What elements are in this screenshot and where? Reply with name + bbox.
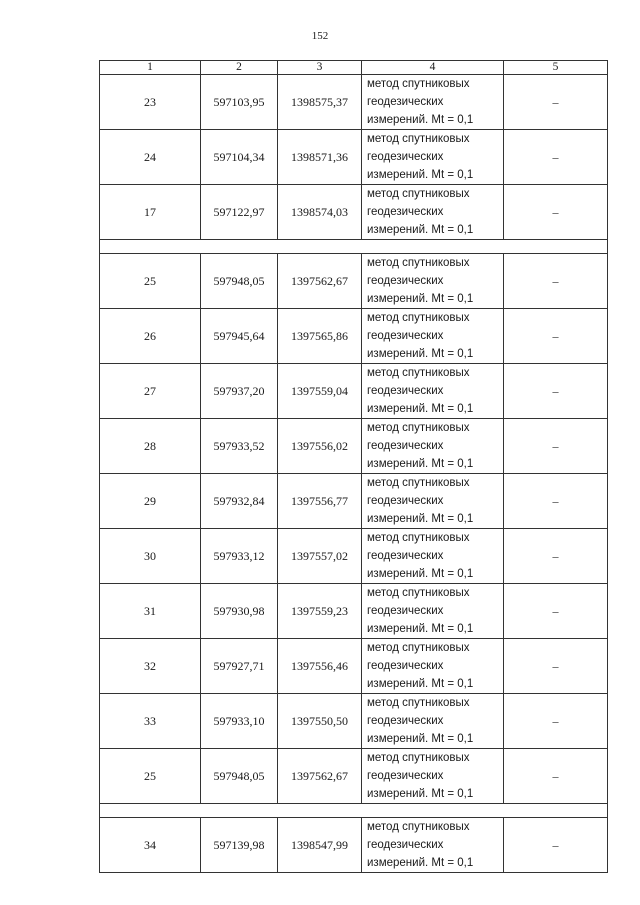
table-row — [100, 749, 608, 804]
x-coordinate-cell: 597103,95 — [201, 75, 278, 130]
note-cell: – — [504, 694, 608, 749]
method-line: метод спутниковых — [367, 133, 470, 145]
method-line: измерений. Mt = 0,1 — [367, 623, 474, 635]
y-coordinate-cell: 1397565,86 — [278, 309, 362, 364]
x-coordinate-cell: 597937,20 — [201, 364, 278, 419]
method-line: геодезических — [367, 206, 444, 218]
method-line: метод спутниковых — [367, 312, 470, 324]
point-number-cell: 33 — [100, 694, 201, 749]
group-separator-cell — [100, 804, 608, 818]
table-body — [100, 61, 608, 873]
point-number-cell: 31 — [100, 584, 201, 639]
method-line: измерений. Mt = 0,1 — [367, 114, 474, 126]
group-separator-cell — [100, 240, 608, 254]
point-number-cell: 27 — [100, 364, 201, 419]
y-coordinate-cell: 1397562,67 — [278, 749, 362, 804]
point-number-cell: 24 — [100, 130, 201, 185]
method-line: измерений. Mt = 0,1 — [367, 348, 474, 360]
x-coordinate-cell: 597933,10 — [201, 694, 278, 749]
x-coordinate-cell: 597104,34 — [201, 130, 278, 185]
table-row — [100, 309, 608, 364]
y-coordinate-cell: 1398547,99 — [278, 818, 362, 873]
point-number-cell: 26 — [100, 309, 201, 364]
method-cell — [362, 254, 504, 309]
method-cell — [362, 185, 504, 240]
method-cell — [362, 309, 504, 364]
method-line: измерений. Mt = 0,1 — [367, 293, 474, 305]
header-cell: 2 — [201, 61, 278, 75]
x-coordinate-cell: 597927,71 — [201, 639, 278, 694]
x-coordinate-cell: 597122,97 — [201, 185, 278, 240]
point-number-cell: 34 — [100, 818, 201, 873]
method-line: метод спутниковых — [367, 587, 470, 599]
method-line: метод спутниковых — [367, 477, 470, 489]
note-cell: – — [504, 130, 608, 185]
note-cell: – — [504, 254, 608, 309]
table-row — [100, 364, 608, 419]
note-cell: – — [504, 584, 608, 639]
x-coordinate-cell: 597933,52 — [201, 419, 278, 474]
point-number-cell: 29 — [100, 474, 201, 529]
y-coordinate-cell: 1398571,36 — [278, 130, 362, 185]
y-coordinate-cell: 1397556,46 — [278, 639, 362, 694]
method-line: измерений. Mt = 0,1 — [367, 678, 474, 690]
point-number-cell: 25 — [100, 749, 201, 804]
method-cell — [362, 639, 504, 694]
group-separator-row — [100, 240, 608, 254]
x-coordinate-cell: 597948,05 — [201, 254, 278, 309]
method-line: геодезических — [367, 605, 444, 617]
table-row — [100, 639, 608, 694]
method-cell — [362, 474, 504, 529]
y-coordinate-cell: 1398574,03 — [278, 185, 362, 240]
header-cell: 4 — [362, 61, 504, 75]
point-number-cell: 25 — [100, 254, 201, 309]
note-cell: – — [504, 185, 608, 240]
method-line: метод спутниковых — [367, 821, 470, 833]
note-cell: – — [504, 474, 608, 529]
method-line: геодезических — [367, 660, 444, 672]
header-cell: 3 — [278, 61, 362, 75]
method-cell — [362, 818, 504, 873]
method-line: измерений. Mt = 0,1 — [367, 857, 474, 869]
note-cell: – — [504, 419, 608, 474]
header-row — [100, 61, 608, 75]
method-line: метод спутниковых — [367, 752, 470, 764]
note-cell: – — [504, 818, 608, 873]
method-line: измерений. Mt = 0,1 — [367, 788, 474, 800]
method-line: метод спутниковых — [367, 642, 470, 654]
method-line: измерений. Mt = 0,1 — [367, 403, 474, 415]
point-number-cell: 17 — [100, 185, 201, 240]
method-line: метод спутниковых — [367, 697, 470, 709]
x-coordinate-cell: 597930,98 — [201, 584, 278, 639]
method-cell — [362, 749, 504, 804]
point-number-cell: 30 — [100, 529, 201, 584]
point-number-cell: 23 — [100, 75, 201, 130]
method-line: метод спутниковых — [367, 188, 470, 200]
y-coordinate-cell: 1397556,02 — [278, 419, 362, 474]
table-row — [100, 818, 608, 873]
method-line: измерений. Mt = 0,1 — [367, 169, 474, 181]
group-separator-row — [100, 804, 608, 818]
table-row — [100, 419, 608, 474]
header-cell: 5 — [504, 61, 608, 75]
table-row — [100, 185, 608, 240]
y-coordinate-cell: 1397550,50 — [278, 694, 362, 749]
method-cell — [362, 529, 504, 584]
x-coordinate-cell: 597933,12 — [201, 529, 278, 584]
point-number-cell: 28 — [100, 419, 201, 474]
x-coordinate-cell: 597932,84 — [201, 474, 278, 529]
note-cell: – — [504, 529, 608, 584]
y-coordinate-cell: 1397559,04 — [278, 364, 362, 419]
table-row — [100, 75, 608, 130]
method-line: метод спутниковых — [367, 78, 470, 90]
table-row — [100, 474, 608, 529]
method-line: геодезических — [367, 96, 444, 108]
method-line: геодезических — [367, 330, 444, 342]
y-coordinate-cell: 1397559,23 — [278, 584, 362, 639]
note-cell: – — [504, 749, 608, 804]
method-cell — [362, 130, 504, 185]
x-coordinate-cell: 597139,98 — [201, 818, 278, 873]
method-line: метод спутниковых — [367, 532, 470, 544]
method-line: геодезических — [367, 839, 444, 851]
method-line: геодезических — [367, 151, 444, 163]
method-line: геодезических — [367, 385, 444, 397]
method-line: геодезических — [367, 495, 444, 507]
x-coordinate-cell: 597945,64 — [201, 309, 278, 364]
method-line: измерений. Mt = 0,1 — [367, 568, 474, 580]
table-row — [100, 254, 608, 309]
method-line: измерений. Mt = 0,1 — [367, 458, 474, 470]
coordinates-table — [99, 60, 608, 873]
y-coordinate-cell: 1397556,77 — [278, 474, 362, 529]
method-line: геодезических — [367, 550, 444, 562]
method-line: геодезических — [367, 275, 444, 287]
note-cell: – — [504, 309, 608, 364]
method-line: метод спутниковых — [367, 367, 470, 379]
note-cell: – — [504, 75, 608, 130]
method-line: геодезических — [367, 715, 444, 727]
method-line: измерений. Mt = 0,1 — [367, 733, 474, 745]
method-line: метод спутниковых — [367, 257, 470, 269]
method-cell — [362, 419, 504, 474]
point-number-cell: 32 — [100, 639, 201, 694]
y-coordinate-cell: 1398575,37 — [278, 75, 362, 130]
method-line: измерений. Mt = 0,1 — [367, 224, 474, 236]
method-line: метод спутниковых — [367, 422, 470, 434]
x-coordinate-cell: 597948,05 — [201, 749, 278, 804]
page-number: 152 — [311, 30, 329, 42]
table-row — [100, 130, 608, 185]
y-coordinate-cell: 1397557,02 — [278, 529, 362, 584]
method-cell — [362, 584, 504, 639]
method-cell — [362, 75, 504, 130]
table-row — [100, 584, 608, 639]
method-line: измерений. Mt = 0,1 — [367, 513, 474, 525]
method-cell — [362, 364, 504, 419]
method-line: геодезических — [367, 770, 444, 782]
note-cell: – — [504, 639, 608, 694]
table-row — [100, 694, 608, 749]
y-coordinate-cell: 1397562,67 — [278, 254, 362, 309]
method-line: геодезических — [367, 440, 444, 452]
note-cell: – — [504, 364, 608, 419]
table-row — [100, 529, 608, 584]
header-cell: 1 — [100, 61, 201, 75]
method-cell — [362, 694, 504, 749]
